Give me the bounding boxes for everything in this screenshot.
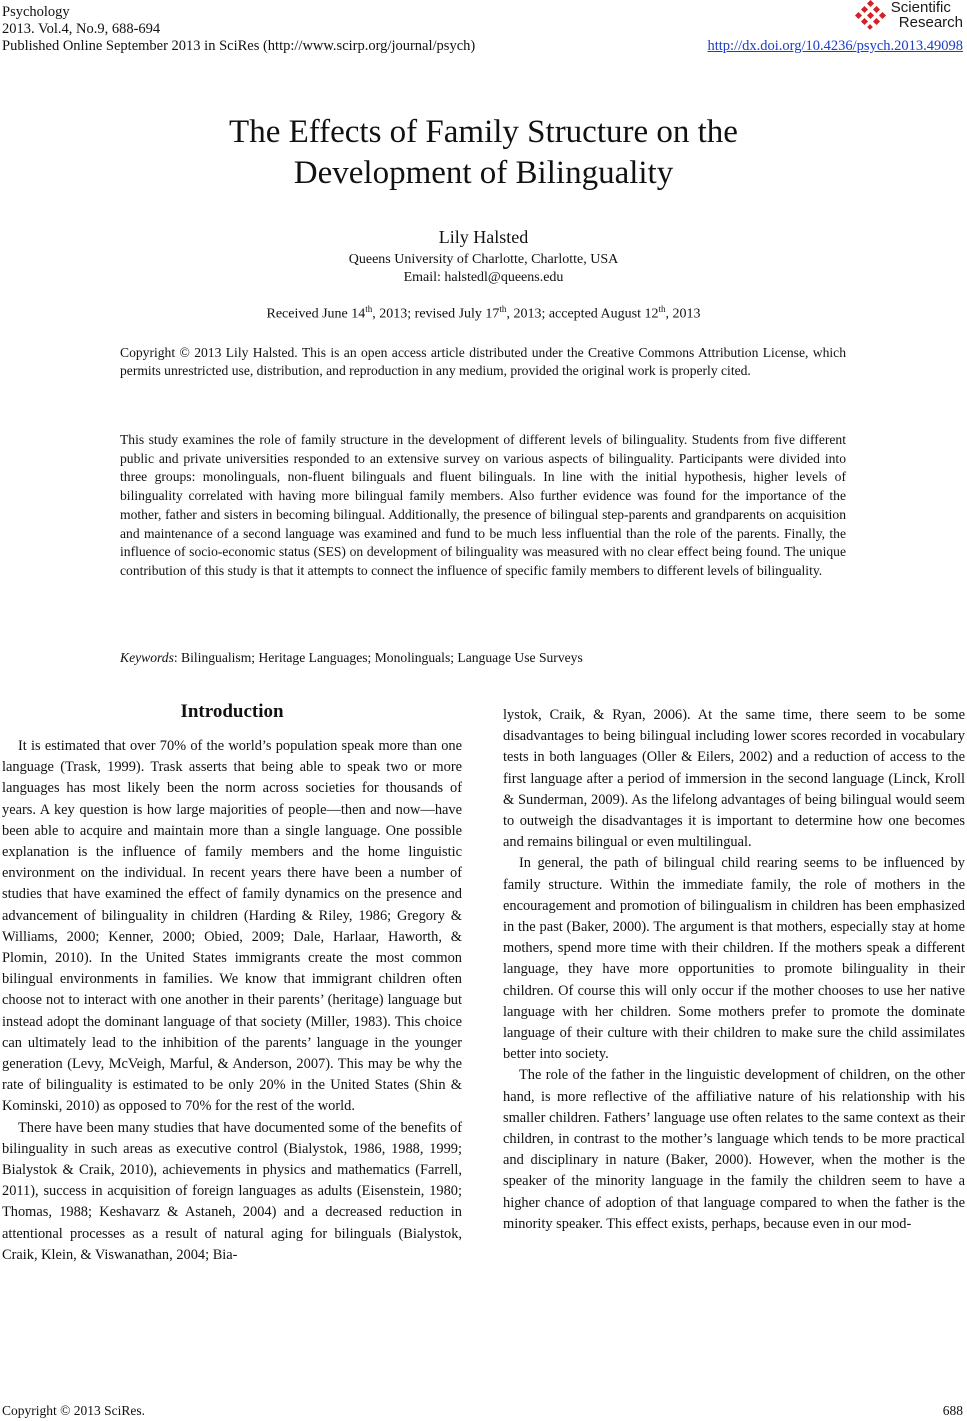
page-number: 688 — [942, 1403, 963, 1418]
author-email: Email: halstedl@queens.edu — [403, 270, 564, 285]
footer-copyright: Copyright © 2013 SciRes. — [2, 1403, 146, 1418]
logo-text-research: Research — [898, 14, 963, 31]
left-column — [2, 700, 462, 1266]
keywords-label: Keywords — [120, 650, 174, 665]
affiliation: Queens University of Charlotte, Charlotte, USA — [348, 252, 619, 267]
revised-sup: th — [499, 304, 507, 314]
logo-text-scientific: Scientific — [890, 0, 951, 16]
keywords-list: : Bilingualism; Heritage Languages; Monolinguals; Language Use Surveys — [173, 650, 583, 665]
accepted-sup: th — [658, 304, 666, 314]
author-name: Lily Halsted — [438, 227, 529, 247]
received-sup: th — [365, 304, 373, 314]
paragraph: In general, the path of bilingual child rearing seems to be influenced by family structure. Within the immediate family, the role of mothers in the encouragement and promotion of bilingualism in children has been emphasized in the past (Baker, 2000). The argument is that mothers, especially stay at home mothers, spend more time with their children. If the mothers speak a different language, they have more opportunities to promote bilinguality in their children. Of course this will only occur if the mother chooses to use her native language with her children. Some mothers prefer to promote the dominate language of their culture with their children to make sure the child assimilates better into society. — [503, 855, 965, 1063]
accepted-date: , 2013; accepted August 12 — [506, 306, 659, 322]
publisher-logo — [708, 0, 964, 30]
running-header — [2, 4, 475, 55]
right-column — [503, 705, 965, 1235]
title-line-2: Development of Bilinguality — [293, 155, 674, 191]
section-heading-introduction: Introduction — [180, 701, 284, 722]
publication-info: Published Online September 2013 in SciRes (http://www.scirp.org/journal/psych) — [2, 38, 476, 54]
article-dates — [0, 304, 967, 323]
abstract: This study examines the role of family structure in the development of different levels of bilinguality. Students from five different public and private universities responded to an extensive survey on various aspects of bilinguality. Participants were divided into three groups: monolinguals, non-fluent bilinguals and fluent bilinguals. In line with the initial hypothesis, higher levels of bilinguality correlated with having more bilingual family members. Also further evidence was found for the importance of the mother, father and sisters in becoming bilingual. Additionally, the presence of bilingual step-parents and grandparents on acquisition and maintenance of a second language was examined and fund to be much less influential than the role of the parents. Finally, the influence of socio-economic status (SES) on development of bilinguality was measured with no clear effect being found. The unique contribution of this study is that it attempts to connect the influence of specific family members to different levels of bilinguality. — [120, 432, 846, 578]
affiliation-block — [0, 251, 967, 287]
paragraph: It is estimated that over 70% of the world’s population speak more than one language (Trask, 1999). Trask asserts that being able to speak two or more languages has most likely been the norm across societies for thousands of years. A key question is how large majorities of people—then and now—have been able to acquire and maintain more than a single language. One possible explanation is the influence of family members and the home linguistic environment on the individual. In recent years there have been a number of studies that have examined the effect of family dynamics on the presence and advancement of bilinguality in children (Harding & Riley, 1986; Gregory & Williams, 2000; Kenner, 2000; Obied, 2009; Dale, Harlaar, Haworth, & Plomin, 2010). In the United States immigrants create the most common bilingual environments in families. We know that immigrant children often choose not to interact with one another in their parents’ (heritage) language but instead adopt the dominant language of that society (Miller, 1983). This choice can ultimately lead to the inhibition of the parents’ language in the younger generation (Levy, McVeigh, Marful, & Anderson, 2007). This may be why the rate of bilinguality is estimated to be only 20% in the United States (Shin & Kominski, 2010) as opposed to 70% for the rest of the world. — [2, 738, 462, 1115]
header-right — [708, 0, 964, 55]
paragraph: lystok, Craik, & Ryan, 2006). At the same time, there seem to be some disadvantages to being bilingual including lower scores recorded in vocabulary tests in both languages (Oller & Eilers, 2002) and a reduction of access to the first language after a period of immersion in the second language (Linck, Kroll & Sunderman, 2009). As the lifelong advantages of being bilingual would seem to outweigh the disadvantages it is important to determine how one becomes and remains bilingual or even multilingual. — [503, 707, 965, 851]
copyright-notice: Copyright © 2013 Lily Halsted. This is an open access article distributed under the Creative Commons Attribution License, which permits unrestricted use, distribution, and reproduction in any medium, provided the original work is properly cited. — [120, 345, 846, 378]
dates-year: , 2013 — [665, 306, 701, 322]
title-line-1: The Effects of Family Structure on the — [229, 114, 738, 150]
journal-name: Psychology — [2, 4, 70, 20]
keywords-line — [120, 650, 846, 666]
paragraph: There have been many studies that have documented some of the benefits of bilinguality in such areas as executive control (Bialystok, 1986, 1988, 1999; Bialystok & Craik, 2010), achievements in physics and mathematics (Farrell, 2011), success in acquisition of foreign languages as adults (Eisenstein, 1980; Thomas, 1988; Keshavarz & Astaneh, 2004) and a decreased reduction in attentional processes as a result of natural aging for bilinguals (Bialystok, Craik, Klein, & Viswanathan, 2004; Bia- — [2, 1119, 462, 1263]
paragraph: The role of the father in the linguistic development of children, on the other hand, is more reflective of the affiliative nature of his relationship with his smaller children. Fathers’ language use often relates to the same context as their children, in contrast to the mother’s language which tends to be more practical and disciplinary in nature (Baker, 2000). However, when the mother is the speaker of the minority language in the family the children seem to have a higher chance of adoption of that language compared to when the father is the minority speaker. This effect exists, perhaps, because even in our mod- — [503, 1067, 965, 1232]
received-date: Received June 14 — [266, 306, 366, 322]
paper-title — [0, 112, 967, 194]
revised-date: , 2013; revised July 17 — [372, 306, 500, 322]
scientific-research-logo-icon — [854, 0, 888, 30]
journal-volume: 2013. Vol.4, No.9, 688-694 — [2, 21, 161, 37]
doi-link[interactable]: http://dx.doi.org/10.4236/psych.2013.49098 — [707, 38, 963, 54]
